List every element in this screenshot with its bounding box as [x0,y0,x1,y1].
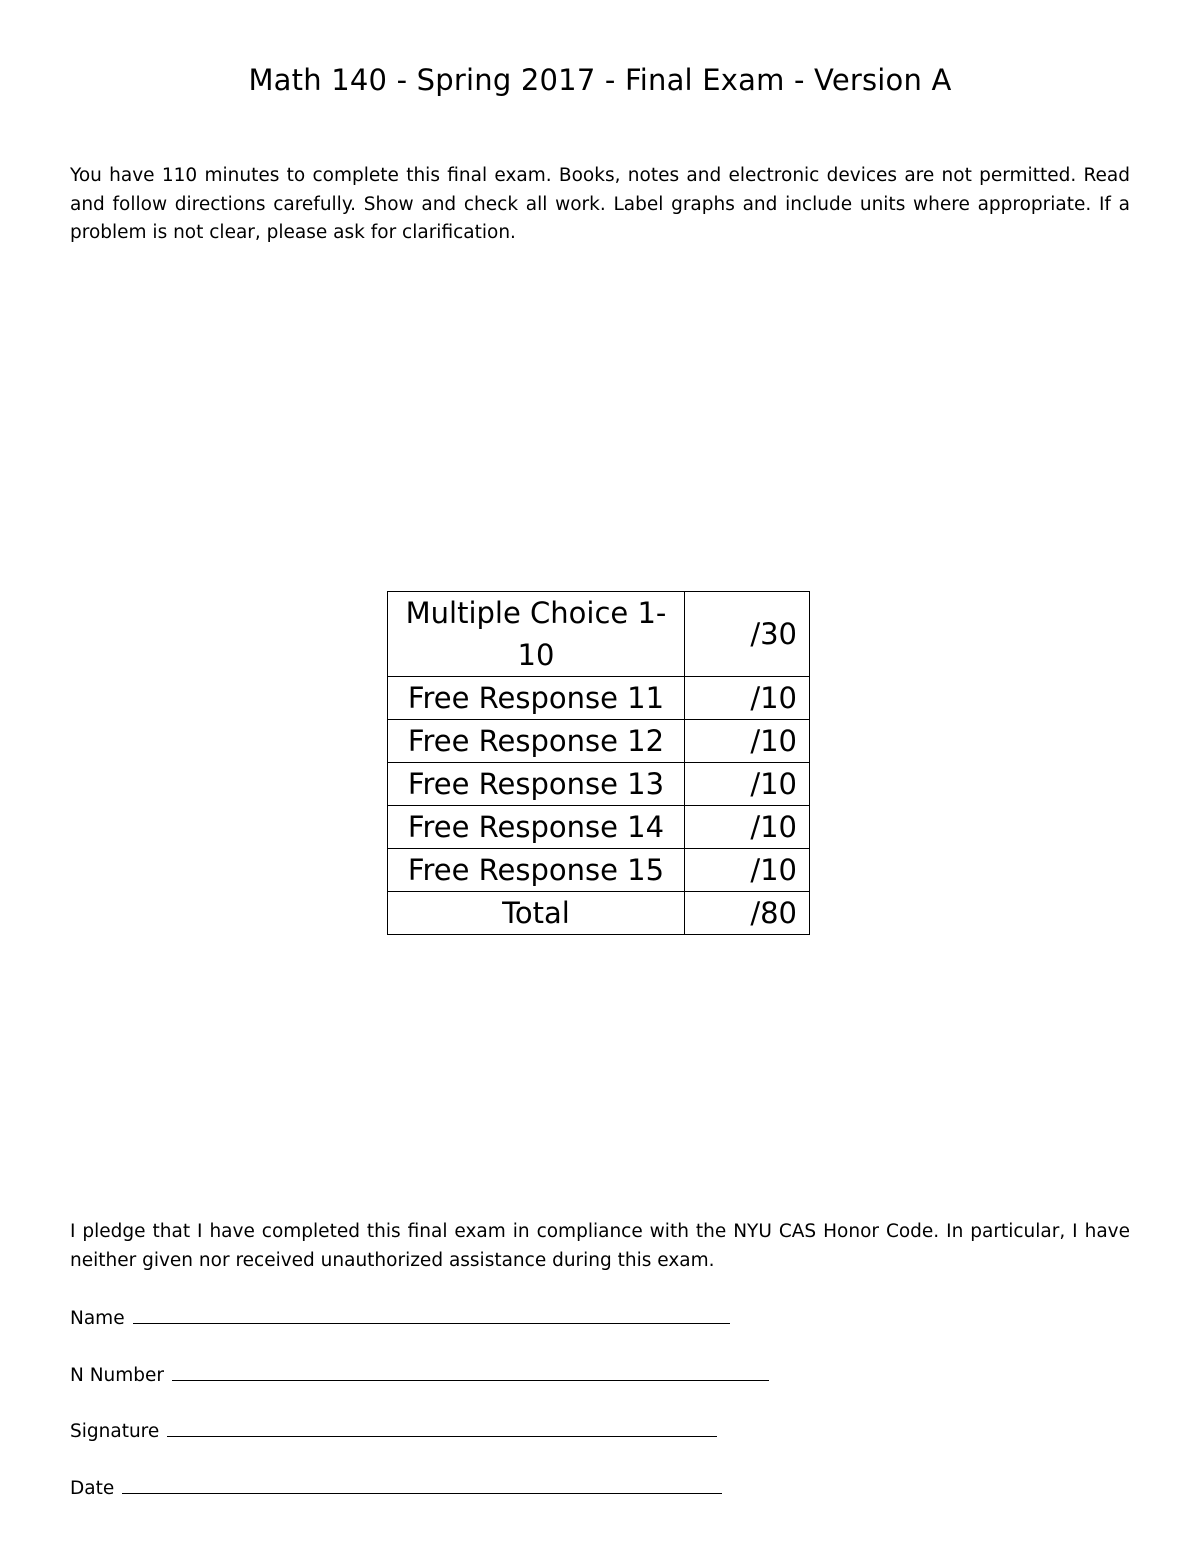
table-row-total [388,892,810,935]
total-points: /80 [685,892,810,935]
exam-instructions: You have 110 minutes to complete this final exam. Books, notes and electronic devices are not permitted. Read and follow directions carefully. Show and check all work. Label graphs and include units where appropriate. If a problem is not clear, please ask for clarification. [70,165,1130,243]
row-label: Free Response 14 [388,806,685,849]
table-row [388,763,810,806]
row-points: /10 [685,677,810,720]
date-line[interactable] [122,1473,722,1494]
n-number-field[interactable] [70,1360,769,1390]
n-number-line[interactable] [172,1360,769,1381]
signature-field[interactable] [70,1416,717,1446]
signature-label: Signature [70,1421,160,1442]
table-row [388,720,810,763]
name-field[interactable] [70,1303,730,1333]
row-points: /10 [685,849,810,892]
n-number-label: N Number [70,1365,165,1386]
row-points: /10 [685,720,810,763]
row-points: /10 [685,763,810,806]
row-points: /10 [685,806,810,849]
row-label: Free Response 15 [388,849,685,892]
row-points: /30 [685,592,810,677]
table-row [388,592,810,677]
table-row [388,806,810,849]
name-line[interactable] [133,1303,730,1324]
row-label: Free Response 12 [388,720,685,763]
honor-pledge: I pledge that I have completed this final exam in compliance with the NYU CAS Honor Code. In particular, I have neither given nor received unauthorized assistance during this exam. [70,1221,1130,1271]
row-label: Free Response 11 [388,677,685,720]
signature-line[interactable] [167,1416,717,1437]
row-label: Free Response 13 [388,763,685,806]
table-row [388,677,810,720]
date-label: Date [70,1478,115,1499]
name-label: Name [70,1308,125,1329]
date-field[interactable] [70,1473,722,1503]
table-row [388,849,810,892]
exam-title: Math 140 - Spring 2017 - Final Exam - Version A [248,63,952,97]
score-table [387,591,810,935]
total-label: Total [388,892,685,935]
row-label: Multiple Choice 1-10 [388,592,685,677]
